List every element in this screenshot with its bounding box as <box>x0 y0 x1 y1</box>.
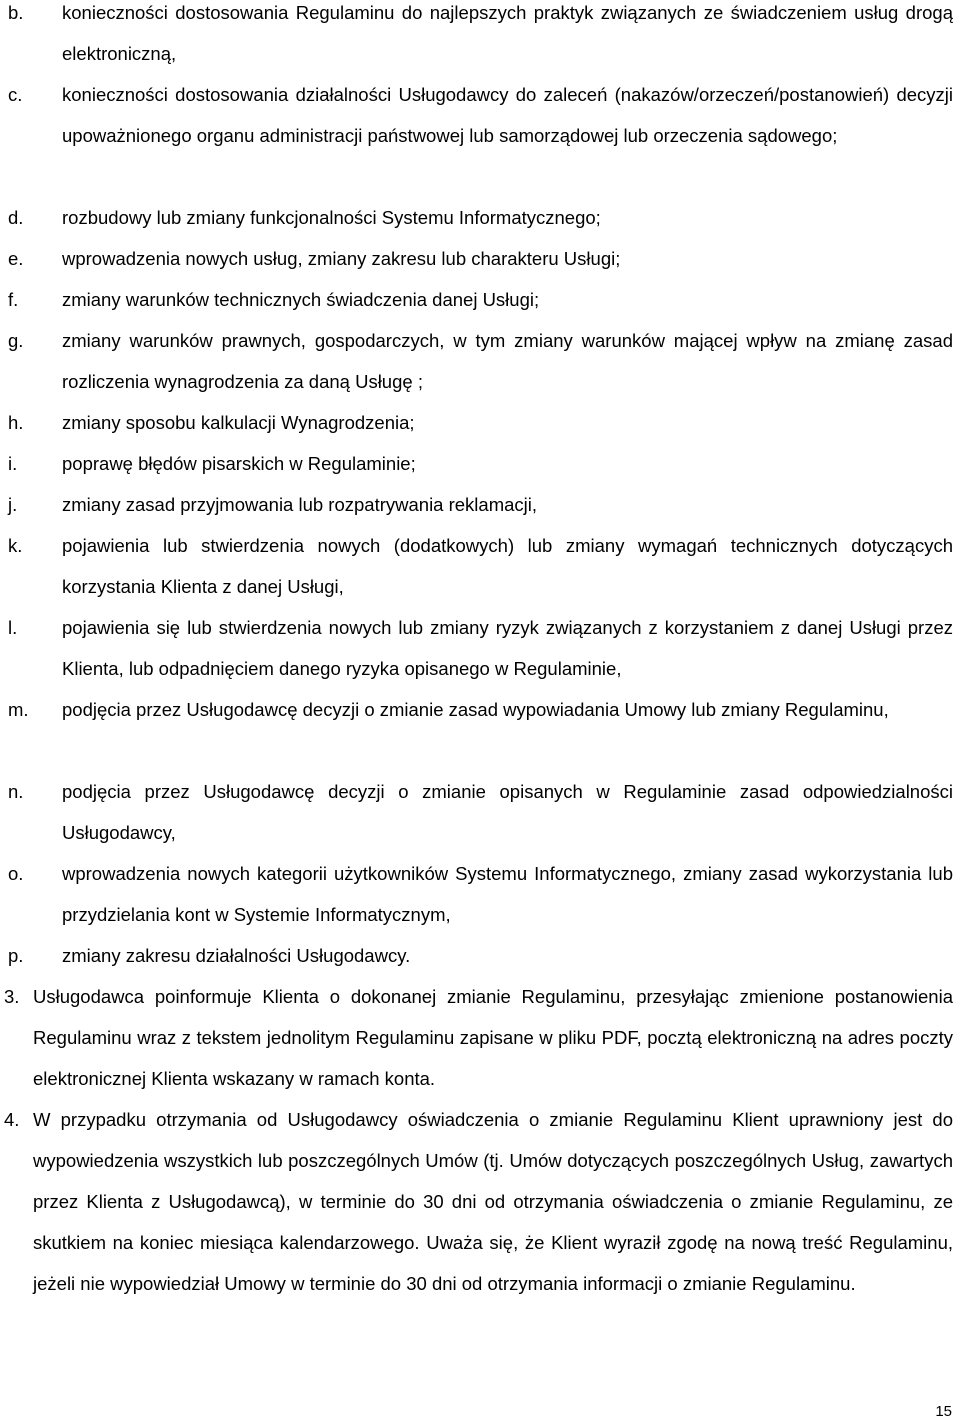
list-marker: k. <box>8 535 23 556</box>
paragraph-number: 4. <box>4 1109 20 1130</box>
list-marker: b. <box>8 2 24 23</box>
list-item-text: podjęcia przez Usługodawcę decyzji o zmianie zasad wypowiadania Umowy lub zmiany Regulaminu, <box>62 699 889 720</box>
paragraph-text: W przypadku otrzymania od Usługodawcy oświadczenia o zmianie Regulaminu Klient uprawniony jest do wypowiedzenia wszystkich lub poszczególnych Umów (tj. Umów dotyczących poszczególnych Usług, zawartych przez Klienta z Usługodawcą), w terminie do 30 dni od otrzymania oświadczenia o zmianie Regulaminu, ze skutkiem na koniec miesiąca kalendarzowego. Uważa się, że Klient wyraził zgodę na nową treść Regulaminu, jeżeli nie wypowiedział Umowy w terminie do 30 dni od otrzymania informacji o zmianie Regulaminu. <box>33 1109 953 1294</box>
list-item-j <box>8 484 953 525</box>
list-item-text: pojawienia się lub stwierdzenia nowych lub zmiany ryzyk związanych z korzystaniem z danej Usługi przez Klienta, lub odpadnięciem danego ryzyka opisanego w Regulaminie, <box>62 617 953 679</box>
list-item-text: wprowadzenia nowych kategorii użytkowników Systemu Informatycznego, zmiany zasad wykorzystania lub przydzielania kont w Systemie Informatycznym, <box>62 863 953 925</box>
list-item-text: wprowadzenia nowych usług, zmiany zakresu lub charakteru Usługi; <box>62 248 621 269</box>
list-item-text: konieczności dostosowania działalności Usługodawcy do zaleceń (nakazów/orzeczeń/postanowień) decyzji upoważnionego organu administracji państwowej lub samorządowej lub orzeczenia sądowego; <box>62 84 953 146</box>
list-item-f <box>8 279 953 320</box>
list-item-l <box>8 607 953 689</box>
list-marker: j. <box>8 494 18 515</box>
list-marker: o. <box>8 863 24 884</box>
paragraph-4 <box>4 1099 953 1304</box>
list-marker: c. <box>8 84 23 105</box>
list-item-text: zmiany zasad przyjmowania lub rozpatrywania reklamacji, <box>62 494 538 515</box>
list-marker: h. <box>8 412 24 433</box>
list-item-b <box>8 0 953 74</box>
list-marker: d. <box>8 207 24 228</box>
paragraph-text: Usługodawca poinformuje Klienta o dokonanej zmianie Regulaminu, przesyłając zmienione postanowienia Regulaminu wraz z tekstem jednolitym Regulaminu zapisane w pliku PDF, pocztą elektroniczną na adres poczty elektronicznej Klienta wskazany w ramach konta. <box>33 986 953 1089</box>
paragraph-3 <box>4 976 953 1099</box>
list-item-o <box>8 853 953 935</box>
list-item-text: zmiany zakresu działalności Usługodawcy. <box>62 945 411 966</box>
list-item-text: konieczności dostosowania Regulaminu do najlepszych praktyk związanych ze świadczeniem usług drogą elektroniczną, <box>62 2 953 64</box>
list-item-text: zmiany sposobu kalkulacji Wynagrodzenia; <box>62 412 415 433</box>
list-item-p <box>8 935 953 976</box>
list-item-text: poprawę błędów pisarskich w Regulaminie; <box>62 453 416 474</box>
list-item-i <box>8 443 953 484</box>
list-item-g <box>8 320 953 402</box>
list-marker: f. <box>8 289 19 310</box>
paragraph-number: 3. <box>4 986 20 1007</box>
list-marker: n. <box>8 781 24 802</box>
list-item-k <box>8 525 953 607</box>
list-marker: g. <box>8 330 24 351</box>
page-number: 15 <box>935 1403 952 1420</box>
list-item-m <box>8 689 953 730</box>
list-marker: i. <box>8 453 18 474</box>
list-item-c <box>8 74 953 156</box>
list-item-text: podjęcia przez Usługodawcę decyzji o zmianie opisanych w Regulaminie zasad odpowiedzialności Usługodawcy, <box>62 781 953 843</box>
list-item-e <box>8 238 953 279</box>
list-item-h <box>8 402 953 443</box>
list-item-n <box>8 771 953 853</box>
list-item-d <box>8 197 953 238</box>
list-marker: l. <box>8 617 18 638</box>
list-marker: e. <box>8 248 24 269</box>
list-item-text: rozbudowy lub zmiany funkcjonalności Systemu Informatycznego; <box>62 207 601 228</box>
list-item-text: zmiany warunków technicznych świadczenia danej Usługi; <box>62 289 540 310</box>
list-item-text: zmiany warunków prawnych, gospodarczych, w tym zmiany warunków mającej wpływ na zmianę zasad rozliczenia wynagrodzenia za daną Usługę ; <box>62 330 953 392</box>
list-item-text: pojawienia lub stwierdzenia nowych (dodatkowych) lub zmiany wymagań technicznych dotyczących korzystania Klienta z danej Usługi, <box>62 535 953 597</box>
list-marker: p. <box>8 945 24 966</box>
list-marker: m. <box>8 699 29 720</box>
